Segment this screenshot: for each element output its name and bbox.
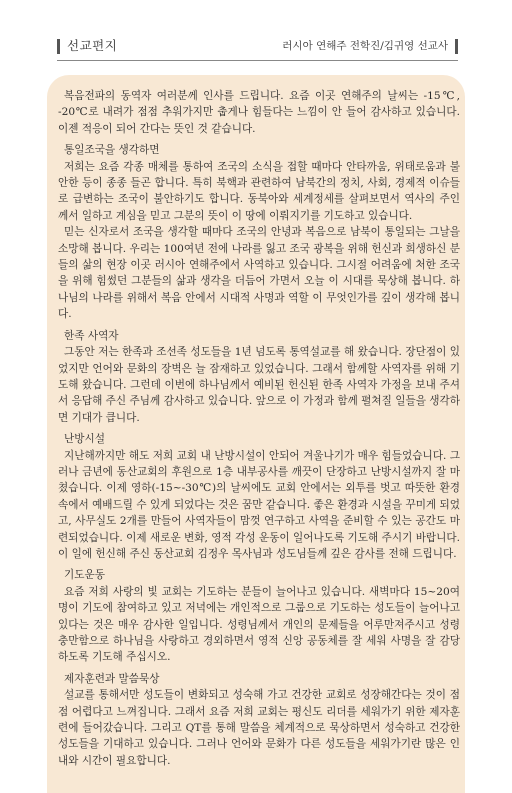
section-heading-unification: 통일조국을 생각하면	[64, 144, 160, 157]
letter-body	[58, 88, 460, 769]
header-authors: 러시아 연해주 전학진/김귀영 선교사	[282, 40, 448, 52]
section-heading-prayer: 기도운동	[64, 569, 105, 582]
paragraph-heating: 지난해까지만 해도 저희 교회 내 난방시설이 안되어 겨울나기가 매우 힘들었습니다. 그러나 금년에 동산교회의 후원으로 1층 내부공사를 깨끗이 단장하고 난방시설까지 잘 마쳤습니다. 이제 영하(-15~-30℃)의 날씨에도 교회 안에서는 외투를 벗고 따뜻한 환경 속에서 예배드릴 수 있게 되었다는 것은 꿈만 같습니다. 좋은 환경과 시설을 꾸미게 되었고, 사무실도 2개를 만들어 사역자들이 맘껏 연구하고 사역을 준비할 수 있는 공간도 마련되었습니다. 이제 새로운 변화, 영적 각성 운동이 일어나도록 기도해 주시기 바랍니다. 이 일에 헌신해 주신 동산교회 김정우 목사님과 성도님들께 깊은 감사를 전해 드립니다.	[58, 449, 460, 560]
paragraph-discipleship: 설교를 통해서만 성도들이 변화되고 성숙해 가고 건강한 교회로 성장해간다는 것이 점점 어렵다고 느껴집니다. 그래서 요즘 저희 교회는 평신도 리더를 세워가기 위한 제자훈련에 들어갔습니다. 그리고 QT를 통해 말씀을 체계적으로 묵상하면서 성숙하고 건강한 성도들을 기대하고 있습니다. 그러나 언어와 문화가 다른 성도들을 세워가기란 많은 인내와 시간이 필요합니다.	[58, 689, 460, 767]
section-heading-han-worker: 한족 사역자	[64, 329, 119, 342]
header-rule	[57, 60, 458, 61]
page-header	[0, 0, 512, 63]
intro-paragraph: 복음전파의 동역자 여러분께 인사를 드립니다. 요즘 이곳 연해주의 날씨는 -15℃, -20℃로 내려가 점점 추워가지만 춥게나 힘들다는 느낌이 안 들어 감사하고 있습니다. 이젠 적응이 되어 간다는 뜻인 것 같습니다.	[58, 90, 460, 135]
paragraph-prayer: 요즘 저희 사랑의 빛 교회는 기도하는 분들이 늘어나고 있습니다. 새벽마다 15~20여명이 기도에 참여하고 있고 저녁에는 개인적으로 그룹으로 기도하는 성도들이 늘어나고 있다는 것은 매우 감사한 일입니다. 성령님께서 개인의 문제들을 어루만져주시고 성령 충만함으로 하나님을 사랑하고 경외하면서 영적 신앙 공동체를 잘 세워 사명을 잘 감당하도록 기도해 주십시오.	[58, 585, 460, 664]
section-heading-discipleship: 제자훈련과 말씀묵상	[64, 672, 160, 685]
paragraph-han-worker: 그동안 저는 한족과 조선족 성도들을 1년 넘도록 통역설교를 해 왔습니다. 장단점이 있었지만 언어와 문화의 장벽은 늘 잠재하고 있었습니다. 그래서 함께할 사역자를 위해 기도해 왔습니다. 그런데 이번에 하나님께서 예비된 헌신된 한족 사역자 가정을 보내 주셔서 응답해 주신 주님께 감사하고 있습니다. 앞으로 이 가정과 함께 펼쳐질 일들을 생각하면 기대가 큽니다.	[58, 346, 460, 424]
header-right-bar	[455, 39, 458, 54]
paragraph-unification-1: 저희는 요즘 각종 매체를 통하여 조국의 소식을 접할 때마다 안타까움, 위태로움과 불안한 등이 종종 들곤 합니다. 특히 북핵과 관련하여 남북간의 정치, 사회, 경제적 이슈들로 급변하는 조국이 불안하기도 합니다. 동북아와 세계정세를 살펴보면서 역사의 주인께서 일하고 계심을 믿고 그분의 뜻이 이 땅에 이뤄지기를 기도하고 있습니다.	[58, 160, 460, 222]
paragraph-unification-2: 믿는 신자로서 조국을 생각할 때마다 조국의 안녕과 복음으로 남북이 통일되는 그날을 소망해 봅니다. 우리는 100여년 전에 나라를 잃고 조국 광복을 위해 헌신과 희생하신 분들의 삶의 현장 이곳 러시아 연해주에서 사역하고 있습니다. 그시절 어려움에 처한 조국을 위해 힘썼던 그분들의 삶과 생각을 더듬어 가면서 오늘 이 시대를 묵상해 봅니다. 하나님의 나라를 위해서 복음 안에서 시대적 사명과 역할 이 무엇인가를 깊이 생각해 봅니다.	[58, 226, 460, 321]
section-title: 선교편지	[67, 38, 118, 53]
header-left-bar	[57, 39, 60, 54]
section-heading-heating: 난방시설	[64, 433, 105, 446]
